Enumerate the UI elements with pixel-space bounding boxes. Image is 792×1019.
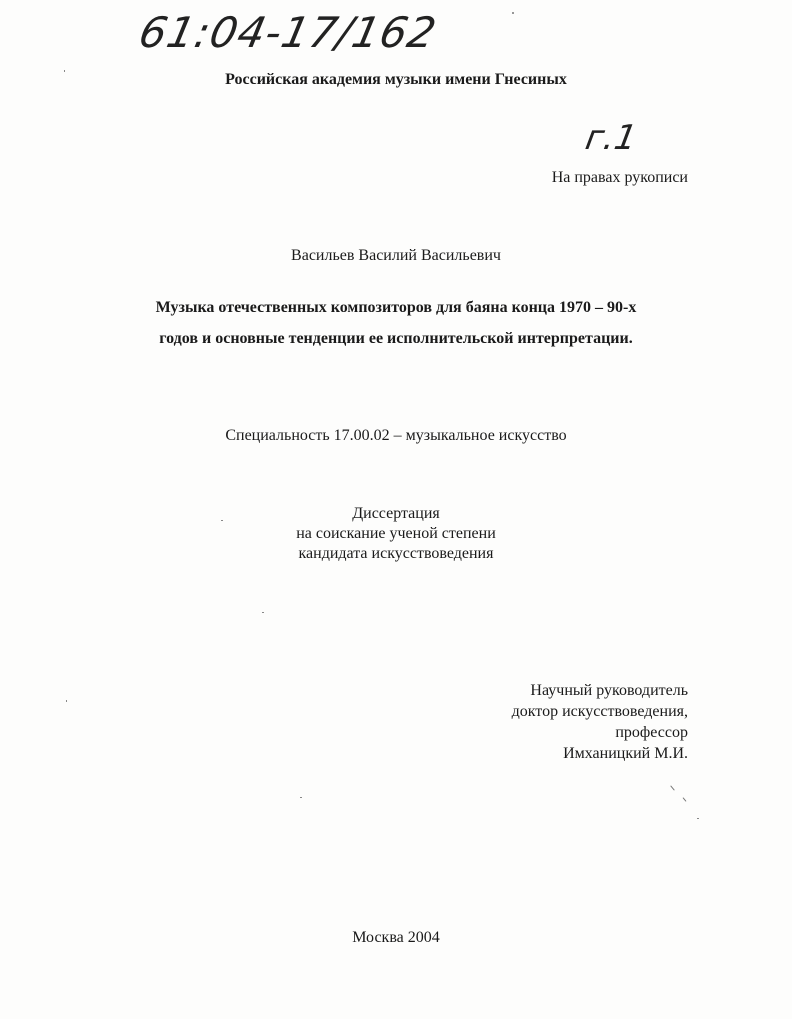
scan-speck: [300, 797, 302, 798]
degree-line-2: на соискание ученой степени: [296, 525, 496, 542]
scan-speck: [262, 612, 264, 613]
scan-speck: [221, 520, 223, 521]
supervisor-title: профессор: [615, 724, 688, 741]
handwritten-copy-mark: г.1: [582, 118, 640, 158]
supervisor-degree: доктор искусствоведения,: [511, 703, 688, 720]
specialty: Специальность 17.00.02 – музыкальное искусство: [225, 427, 567, 444]
supervisor-role: Научный руководитель: [530, 682, 688, 699]
degree-line-1: Диссертация: [352, 505, 440, 522]
scan-speck: [64, 70, 65, 72]
scan-speck: [512, 12, 514, 14]
title-line-2: годов и основные тенденции ее исполнительской интерпретации.: [159, 330, 633, 347]
supervisor-block: [512, 680, 688, 764]
city-year: Москва 2004: [352, 929, 440, 946]
manuscript-rights-note: На правах рукописи: [551, 169, 688, 186]
title-line-1: Музыка отечественных композиторов для баяна конца 1970 – 90-х: [155, 299, 637, 316]
scan-speck: [66, 700, 67, 702]
scan-speck: [697, 818, 699, 819]
degree-line-3: кандидата искусствоведения: [298, 545, 494, 562]
scan-speck: [683, 797, 687, 801]
author-name: Васильев Василий Васильевич: [291, 247, 501, 264]
handwritten-archive-code: 61:04-17/162: [134, 8, 442, 57]
institution-name: Российская академия музыки имени Гнесиных: [225, 71, 567, 88]
scan-speck: [670, 785, 675, 790]
supervisor-name: Имханицкий М.И.: [563, 745, 688, 762]
